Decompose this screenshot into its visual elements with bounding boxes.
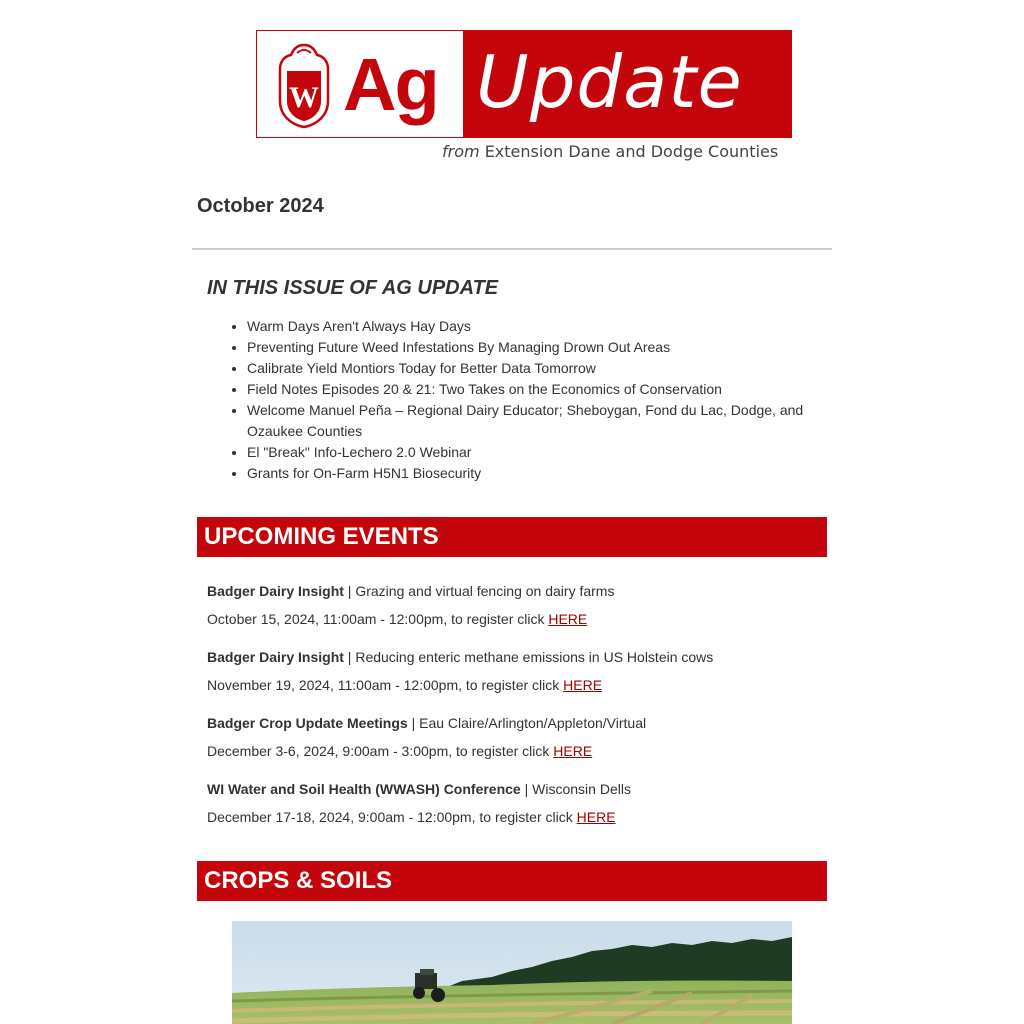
event-item — [207, 713, 817, 761]
event-desc: | Reducing enteric methane emissions in US Holstein cows — [343, 649, 714, 665]
event-desc: | Wisconsin Dells — [520, 781, 631, 797]
svg-text:W: W — [289, 81, 319, 114]
register-link[interactable]: HERE — [553, 743, 593, 759]
register-link[interactable]: HERE — [563, 677, 603, 693]
event-name: Badger Dairy Insight — [207, 583, 344, 599]
event-name: Badger Crop Update Meetings — [207, 715, 408, 731]
banner-title: Update — [476, 40, 743, 124]
uw-crest-icon — [275, 41, 333, 129]
event-details: December 3-6, 2024, 9:00am - 3:00pm, to register click — [207, 743, 554, 759]
event-details: November 19, 2024, 11:00am - 12:00pm, to register click — [207, 677, 564, 693]
hay-field-photo — [232, 921, 792, 1024]
from-line — [442, 142, 779, 161]
event-details: December 17-18, 2024, 9:00am - 12:00pm, to register click — [207, 809, 577, 825]
upcoming-events-header: UPCOMING EVENTS — [197, 517, 827, 557]
event-details: October 15, 2024, 11:00am - 12:00pm, to register click — [207, 611, 549, 627]
logo-box — [256, 30, 464, 138]
logo-ag-text: Ag — [343, 43, 438, 126]
toc-list — [207, 316, 862, 484]
issue-date: October 2024 — [197, 195, 324, 217]
event-item — [207, 647, 817, 695]
toc-item: • Preventing Future Weed Infestations By Managing Drown Out Areas — [247, 337, 862, 358]
toc-item: • Grants for On-Farm H5N1 Biosecurity — [247, 463, 862, 484]
event-desc: | Grazing and virtual fencing on dairy farms — [343, 583, 615, 599]
toc-title: IN THIS ISSUE OF AG UPDATE — [207, 277, 499, 299]
toc-item: • Welcome Manuel Peña – Regional Dairy Educator; Sheboygan, Fond du Lac, Dodge, and Ozaukee Counties — [247, 400, 862, 442]
header-banner — [256, 30, 792, 138]
register-link[interactable]: HERE — [548, 611, 588, 627]
toc-item: • Warm Days Aren't Always Hay Days — [247, 316, 862, 337]
crops-soils-header: CROPS & SOILS — [197, 861, 827, 901]
event-item — [207, 581, 817, 629]
from-counties: Extension Dane and Dodge Counties — [484, 142, 779, 161]
toc-item: • Field Notes Episodes 20 & 21: Two Takes on the Economics of Conservation — [247, 379, 862, 400]
hay-field-image — [232, 921, 792, 1024]
event-name: WI Water and Soil Health (WWASH) Conference — [207, 781, 521, 797]
event-name: Badger Dairy Insight — [207, 649, 344, 665]
toc-item: • El "Break" Info-Lechero 2.0 Webinar — [247, 442, 862, 463]
divider — [192, 248, 832, 250]
event-desc: | Eau Claire/Arlington/Appleton/Virtual — [407, 715, 647, 731]
from-word: from — [442, 142, 480, 161]
update-box — [464, 30, 792, 138]
register-link[interactable]: HERE — [576, 809, 616, 825]
event-item — [207, 779, 817, 827]
toc-item: • Calibrate Yield Montiors Today for Better Data Tomorrow — [247, 358, 862, 379]
